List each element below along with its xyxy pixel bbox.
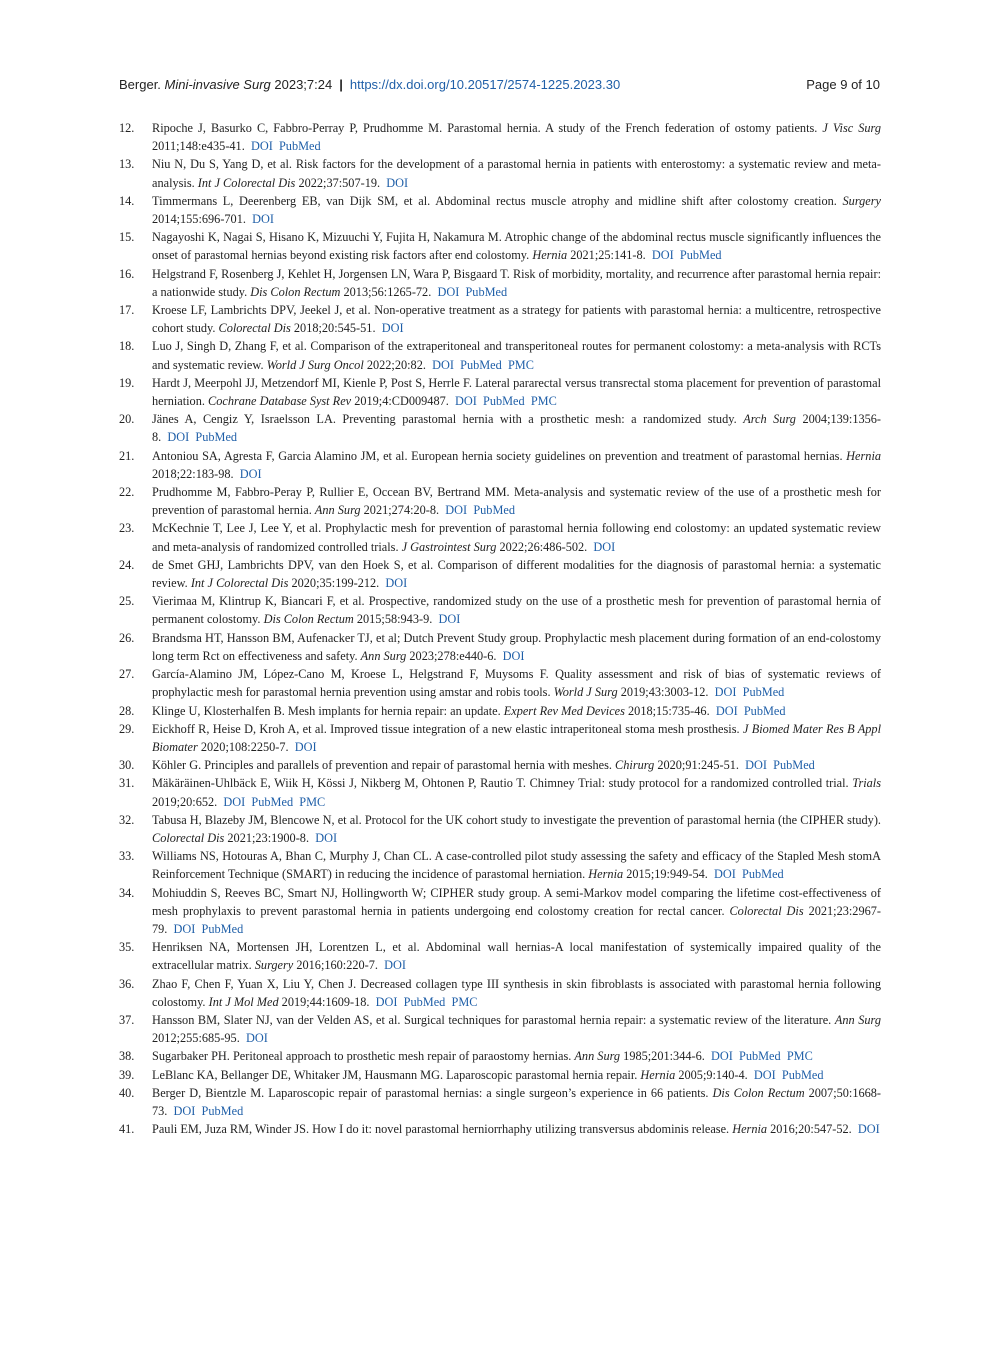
reference-text: Mäkäräinen-Uhlbäck E, Wiik H, Kössi J, Nikberg M, Ohtonen P, Rautio T. Chimney Trial: study protocol for a randomized controlled trial. xyxy=(152,776,849,791)
reference-link-doi[interactable]: DOI xyxy=(245,1031,268,1046)
reference-number: 22. xyxy=(119,485,135,500)
reference-body xyxy=(152,629,881,665)
reference-link-pmc[interactable]: PMC xyxy=(507,357,534,372)
reference-text: Zhao F, Chen F, Yuan X, Liu Y, Chen J. Decreased collagen type III synthesis in skin fibroblasts is associated with parastomal hernia following colostomy. xyxy=(152,976,881,1009)
reference-body xyxy=(152,119,881,155)
reference-number: 38. xyxy=(119,1049,135,1064)
header-author: Berger. xyxy=(119,76,161,92)
reference-item xyxy=(119,483,881,519)
header-citation-details: 2023;7:24 xyxy=(274,76,333,92)
reference-body xyxy=(152,811,881,847)
reference-body xyxy=(152,720,881,756)
reference-item xyxy=(119,774,881,810)
reference-number: 23. xyxy=(119,521,135,536)
reference-link-doi[interactable]: DOI xyxy=(745,758,767,773)
reference-link-pubmed[interactable]: PubMed xyxy=(201,1103,244,1118)
reference-link-pmc[interactable]: PMC xyxy=(299,794,326,809)
reference-journal: Arch Surg xyxy=(743,412,796,427)
reference-item xyxy=(119,811,881,847)
reference-journal: Surgery xyxy=(254,958,294,973)
reference-link-pubmed[interactable]: PubMed xyxy=(403,994,446,1009)
reference-text: Mohiuddin S, Reeves BC, Smart NJ, Hollingworth W; CIPHER study group. A semi-Markov model comparing the lifetime cost-effectiveness of mesh prophylaxis to prevent parastomal hernia in patients undergoing end colostomy creation for rectal cancer. xyxy=(152,885,881,918)
reference-journal: Ann Surg xyxy=(360,648,407,663)
reference-details: 2021;25:141-8. xyxy=(570,248,646,263)
reference-details: 2020;35:199-212. xyxy=(291,576,380,591)
reference-details: 2004;139:1356-8. xyxy=(152,412,882,445)
header-doi-link[interactable]: https://dx.doi.org/10.20517/2574-1225.2023.30 xyxy=(349,76,621,92)
reference-item xyxy=(119,1120,881,1138)
reference-text: McKechnie T, Lee J, Lee Y, et al. Prophylactic mesh for prevention of parastomal hernia following end colostomy: an updated systematic review and meta-analysis of randomized controlled trials. xyxy=(152,521,881,554)
reference-body xyxy=(152,702,881,720)
reference-number: 27. xyxy=(119,667,135,682)
reference-journal: Int J Colorectal Dis xyxy=(190,576,289,591)
reference-body xyxy=(152,192,881,228)
reference-body xyxy=(152,410,881,446)
reference-details: 2019;43:3003-12. xyxy=(620,685,709,700)
reference-body xyxy=(152,1120,881,1138)
reference-journal: Hernia xyxy=(588,867,624,882)
reference-journal: Ann Surg xyxy=(574,1049,621,1064)
reference-number: 34. xyxy=(119,885,135,900)
reference-number: 12. xyxy=(119,121,135,135)
reference-item xyxy=(119,374,881,410)
reference-text: Niu N, Du S, Yang D, et al. Risk factors for the development of a parastomal hernia in patients with enterostomy: a systematic review and meta-analysis. xyxy=(152,157,881,190)
reference-number: 37. xyxy=(119,1012,135,1027)
reference-details: 2022;20:82. xyxy=(366,357,426,372)
reference-text: Kroese LF, Lambrichts DPV, Jeekel J, et al. Non-operative treatment as a strategy for patients with parastomal hernia: a multicentre, retrospective cohort study. xyxy=(152,303,881,336)
reference-journal: Chirurg xyxy=(615,758,655,773)
reference-number: 32. xyxy=(119,812,135,827)
reference-text: Antoniou SA, Agresta F, Garcia Alamino JM, et al. European hernia society guidelines on prevention and treatment of parastomal hernias. xyxy=(152,448,843,463)
reference-link-doi[interactable]: DOI xyxy=(857,1122,880,1137)
reference-body xyxy=(152,556,881,592)
reference-text: LeBlanc KA, Bellanger DE, Whitaker JM, Hausmann MG. Laparoscopic parastomal hernia repair. xyxy=(152,1067,638,1082)
reference-number: 18. xyxy=(119,339,135,354)
reference-number: 20. xyxy=(119,412,135,427)
reference-details: 2019;4:CD009487. xyxy=(354,394,449,409)
reference-body xyxy=(152,447,881,483)
reference-number: 36. xyxy=(119,976,135,991)
reference-link-pubmed[interactable]: PubMed xyxy=(201,921,244,936)
reference-number: 17. xyxy=(119,303,135,318)
reference-details: 2021;23:1900-8. xyxy=(227,830,310,845)
reference-text: de Smet GHJ, Lambrichts DPV, van den Hoek S, et al. Comparison of different modalities for the diagnosis of parastomal hernia: a systematic review. xyxy=(152,557,881,591)
header-separator: | xyxy=(339,76,343,92)
reference-item xyxy=(119,410,881,446)
reference-body xyxy=(152,337,881,373)
reference-number: 19. xyxy=(119,375,135,390)
reference-text: Timmermans L, Deerenberg EB, van Dijk SM, et al. Abdominal rectus muscle atrophy and midline shift after colostomy creation. xyxy=(152,193,837,208)
reference-link-doi[interactable]: DOI xyxy=(445,503,468,518)
reference-text: Pauli EM, Juza RM, Winder JS. How I do it: novel parastomal herniorrhaphy utilizing transversus abdominis release. xyxy=(152,1122,730,1137)
reference-journal: Ann Surg xyxy=(834,1012,881,1027)
reference-link-pubmed[interactable]: PubMed xyxy=(781,1067,824,1082)
reference-details: 2021;23:2967-79. xyxy=(152,903,881,936)
reference-text: Ripoche J, Basurko C, Fabbro-Perray P, Prudhomme M. Parastomal hernia. A study of the French federation of ostomy patients. xyxy=(152,121,818,135)
reference-item xyxy=(119,756,881,774)
reference-item xyxy=(119,1047,881,1065)
reference-item xyxy=(119,629,881,665)
reference-link-pmc[interactable]: PMC xyxy=(530,394,557,409)
reference-journal: J Visc Surg xyxy=(822,121,882,135)
reference-link-pubmed[interactable]: PubMed xyxy=(679,248,722,263)
reference-link-doi[interactable]: DOI xyxy=(454,394,477,409)
reference-text: Sugarbaker PH. Peritoneal approach to prosthetic mesh repair of paraostomy hernias. xyxy=(152,1049,572,1064)
reference-text: García-Alamino JM, López-Cano M, Kroese L, Helgstrand F, Muysoms F. Quality assessment and risk of bias of systematic reviews of prophylactic mesh for parastomal hernia prevention using amstar and robis tools. xyxy=(152,667,881,700)
reference-item xyxy=(119,975,881,1011)
reference-number: 26. xyxy=(119,630,135,645)
reference-item xyxy=(119,337,881,373)
reference-link-doi[interactable]: DOI xyxy=(250,139,273,154)
reference-journal: Dis Colon Rectum xyxy=(263,612,354,627)
reference-link-pubmed[interactable]: PubMed xyxy=(773,758,815,773)
reference-link-pubmed[interactable]: PubMed xyxy=(465,284,508,299)
reference-link-pubmed[interactable]: PubMed xyxy=(473,503,515,518)
reference-number: 35. xyxy=(119,940,135,955)
reference-body xyxy=(152,665,881,701)
reference-journal: Hernia xyxy=(532,248,568,263)
reference-list xyxy=(119,119,881,1138)
reference-item xyxy=(119,847,881,883)
reference-text: Nagayoshi K, Nagai S, Hisano K, Mizuuchi Y, Fujita H, Nakamura M. Atrophic change of the abdominal rectus muscle significantly influences the onset of parastomal hernias beyond existing risk factors after end colostomy. xyxy=(152,230,881,263)
reference-link-pubmed[interactable]: PubMed xyxy=(278,139,321,154)
reference-details: 2020;108:2250-7. xyxy=(200,739,289,754)
reference-link-doi[interactable]: DOI xyxy=(502,648,525,663)
reference-link-pubmed[interactable]: PubMed xyxy=(251,794,294,809)
reference-details: 2018;20:545-51. xyxy=(293,321,376,336)
reference-details: 2018;15:735-46. xyxy=(628,703,710,718)
reference-text: Williams NS, Hotouras A, Bhan C, Murphy J, Chan CL. A case-controlled pilot study assessing the safety and efficacy of the Stapled Mesh stomA Reinforcement Technique (SMART) in reducing the incidence of parastomal herniation. xyxy=(152,849,881,882)
reference-details: 2007;50:1668-73. xyxy=(152,1085,882,1118)
page-number: Page 9 of 10 xyxy=(806,76,880,92)
reference-link-pubmed[interactable]: PubMed xyxy=(743,703,786,718)
reference-details: 2023;278:e440-6. xyxy=(409,648,497,663)
reference-journal: Colorectal Dis xyxy=(729,903,804,918)
reference-journal: World J Surg Oncol xyxy=(266,357,364,372)
reference-details: 2014;155:696-701. xyxy=(152,212,246,227)
reference-link-doi[interactable]: DOI xyxy=(294,739,317,754)
reference-item xyxy=(119,1084,881,1120)
reference-link-pmc[interactable]: PMC xyxy=(786,1049,813,1064)
reference-text: Tabusa H, Blazeby JM, Blencowe N, et al. Protocol for the UK cohort study to investigate the prevention of parastomal hernia (the CIPHER study). xyxy=(152,812,881,827)
reference-item xyxy=(119,119,881,155)
reference-link-doi[interactable]: DOI xyxy=(714,685,737,700)
reference-body xyxy=(152,592,881,628)
reference-number: 24. xyxy=(119,557,135,572)
reference-details: 2018;22:183-98. xyxy=(152,466,234,481)
reference-link-pubmed[interactable]: PubMed xyxy=(738,1049,781,1064)
reference-number: 25. xyxy=(119,594,135,609)
reference-number: 13. xyxy=(119,157,135,172)
reference-text: Hardt J, Meerpohl JJ, Metzendorf MI, Kienle P, Post S, Herrle F. Lateral pararectal versus transrectal stoma placement for prevention of parastomal herniation. xyxy=(152,375,881,409)
reference-body xyxy=(152,1066,881,1084)
reference-link-doi[interactable]: DOI xyxy=(239,466,262,481)
reference-link-pubmed[interactable]: PubMed xyxy=(195,430,238,445)
reference-journal: J Biomed Mater Res B Appl Biomater xyxy=(152,721,882,754)
reference-journal: World J Surg xyxy=(553,685,618,700)
reference-link-pmc[interactable]: PMC xyxy=(451,994,478,1009)
reference-link-doi[interactable]: DOI xyxy=(167,430,190,445)
reference-body xyxy=(152,155,881,191)
reference-journal: Colorectal Dis xyxy=(218,321,291,336)
reference-text: Eickhoff R, Heise D, Kroh A, et al. Improved tissue integration of a new elastic intraperitoneal stoma mesh prosthesis. xyxy=(152,721,740,736)
reference-link-doi[interactable]: DOI xyxy=(223,794,246,809)
reference-link-doi[interactable]: DOI xyxy=(432,357,454,372)
reference-link-doi[interactable]: DOI xyxy=(715,703,738,718)
reference-details: 2021;274:20-8. xyxy=(363,503,440,518)
reference-body xyxy=(152,1084,881,1120)
reference-text: Köhler G. Principles and parallels of prevention and repair of parastomal hernia with meshes. xyxy=(152,758,612,773)
reference-text: Jänes A, Cengiz Y, Israelsson LA. Preventing parastomal hernia with a prosthetic mesh: a randomized study. xyxy=(152,412,737,427)
reference-link-doi[interactable]: DOI xyxy=(437,284,460,299)
reference-journal: Expert Rev Med Devices xyxy=(503,703,625,718)
reference-link-doi[interactable]: DOI xyxy=(714,867,736,882)
reference-text: Prudhomme M, Fabbro-Peray P, Rullier E, Occean BV, Bertrand MM. Meta-analysis and systematic review of the use of a prosthetic mesh for prevention of parastomal hernia. xyxy=(152,485,881,518)
reference-body xyxy=(152,265,881,301)
reference-journal: Trials xyxy=(852,776,881,791)
reference-body xyxy=(152,1011,881,1047)
reference-number: 30. xyxy=(119,758,135,773)
reference-details: 2019;20:652. xyxy=(152,794,218,809)
reference-text: Brandsma HT, Hansson BM, Aufenacker TJ, et al; Dutch Prevent Study group. Prophylactic mesh placement during formation of an end-colostomy long term Rct on effectiveness and safety. xyxy=(152,630,881,663)
reference-number: 16. xyxy=(119,266,135,281)
reference-details: 2016;160:220-7. xyxy=(296,958,378,973)
reference-body xyxy=(152,519,881,555)
reference-body xyxy=(152,756,881,774)
reference-journal: Int J Colorectal Dis xyxy=(197,175,296,190)
reference-link-doi[interactable]: DOI xyxy=(593,539,616,554)
reference-link-doi[interactable]: DOI xyxy=(651,248,674,263)
reference-body xyxy=(152,938,881,974)
reference-text: Luo J, Singh D, Zhang F, et al. Comparison of the extraperitoneal and transperitoneal routes for permanent colostomy: a meta-analysis with RCTs and systematic review. xyxy=(152,339,881,372)
reference-item xyxy=(119,665,881,701)
reference-text: Helgstrand F, Rosenberg J, Kehlet H, Jorgensen LN, Wara P, Bisgaard T. Risk of morbidity, mortality, and recurrence after parastomal hernia repair: a nationwide study. xyxy=(152,266,881,299)
reference-link-doi[interactable]: DOI xyxy=(315,830,338,845)
reference-item xyxy=(119,192,881,228)
reference-item xyxy=(119,447,881,483)
reference-number: 28. xyxy=(119,703,135,718)
reference-details: 2005;9:140-4. xyxy=(678,1067,748,1082)
reference-text: Klinge U, Klosterhalfen B. Mesh implants for hernia repair: an update. xyxy=(152,703,501,718)
reference-item xyxy=(119,519,881,555)
reference-details: 2020;91:245-51. xyxy=(657,758,739,773)
reference-link-pubmed[interactable]: PubMed xyxy=(742,685,785,700)
reference-number: 40. xyxy=(119,1085,135,1100)
reference-link-doi[interactable]: DOI xyxy=(385,576,408,591)
reference-item xyxy=(119,720,881,756)
reference-text: Henriksen NA, Mortensen JH, Lorentzen L, et al. Abdominal wall hernias-A local manifestation of systemically impaired quality of the extracellular matrix. xyxy=(152,940,881,973)
reference-link-pubmed[interactable]: PubMed xyxy=(460,357,502,372)
page-header xyxy=(119,75,880,93)
header-citation xyxy=(119,77,620,92)
reference-link-doi[interactable]: DOI xyxy=(381,321,404,336)
reference-journal: Colorectal Dis xyxy=(152,830,225,845)
reference-number: 21. xyxy=(119,448,135,463)
reference-details: 2019;44:1609-18. xyxy=(281,994,370,1009)
reference-journal: Ann Surg xyxy=(314,503,361,518)
reference-details: 2022;26:486-502. xyxy=(499,539,588,554)
reference-item xyxy=(119,938,881,974)
reference-details: 2015;19:949-54. xyxy=(626,867,708,882)
reference-body xyxy=(152,374,881,410)
reference-item xyxy=(119,884,881,939)
reference-link-doi[interactable]: DOI xyxy=(753,1067,776,1082)
reference-number: 14. xyxy=(119,193,135,208)
reference-number: 29. xyxy=(119,721,135,736)
reference-journal: Dis Colon Rectum xyxy=(712,1085,805,1100)
reference-details: 2022;37:507-19. xyxy=(298,175,381,190)
reference-link-doi[interactable]: DOI xyxy=(173,921,196,936)
reference-details: 2013;56:1265-72. xyxy=(343,284,432,299)
reference-journal: J Gastrointest Surg xyxy=(401,539,497,554)
reference-link-doi[interactable]: DOI xyxy=(384,958,406,973)
reference-text: Berger D, Bientzle M. Laparoscopic repair of parastomal hernias: a single surgeon’s experience in 66 patients. xyxy=(152,1085,709,1100)
reference-details: 2011;148:e435-41. xyxy=(152,139,245,154)
reference-item xyxy=(119,1066,881,1084)
reference-link-doi[interactable]: DOI xyxy=(375,994,398,1009)
reference-link-doi[interactable]: DOI xyxy=(252,212,274,227)
reference-number: 39. xyxy=(119,1067,135,1082)
reference-link-doi[interactable]: DOI xyxy=(386,175,409,190)
reference-body xyxy=(152,774,881,810)
header-journal: Mini-invasive Surg xyxy=(164,76,271,92)
reference-item xyxy=(119,228,881,264)
reference-body xyxy=(152,1047,881,1065)
reference-body xyxy=(152,884,881,939)
reference-link-doi[interactable]: DOI xyxy=(710,1049,733,1064)
reference-item xyxy=(119,592,881,628)
reference-details: 2016;20:547-52. xyxy=(770,1122,852,1137)
reference-link-pubmed[interactable]: PubMed xyxy=(482,394,525,409)
reference-journal: Hernia xyxy=(732,1122,768,1137)
reference-number: 31. xyxy=(119,776,135,791)
reference-text: Vierimaa M, Klintrup K, Biancari F, et al. Prospective, randomized study on the use of a prosthetic mesh for prevention of parastomal hernia of permanent colostomy. xyxy=(152,594,881,627)
reference-link-doi[interactable]: DOI xyxy=(438,612,461,627)
reference-item xyxy=(119,702,881,720)
reference-link-pubmed[interactable]: PubMed xyxy=(742,867,784,882)
reference-body xyxy=(152,301,881,337)
reference-item xyxy=(119,265,881,301)
reference-details: 2012;255:685-95. xyxy=(152,1031,240,1046)
reference-text: Hansson BM, Slater NJ, van der Velden AS, et al. Surgical techniques for parastomal hernia repair: a systematic review of the literature. xyxy=(152,1012,832,1027)
reference-body xyxy=(152,975,881,1011)
reference-body xyxy=(152,483,881,519)
reference-journal: Cochrane Database Syst Rev xyxy=(208,394,352,409)
reference-body xyxy=(152,847,881,883)
reference-number: 15. xyxy=(119,230,135,245)
reference-journal: Hernia xyxy=(846,448,882,463)
reference-item xyxy=(119,155,881,191)
reference-journal: Surgery xyxy=(842,193,882,208)
reference-number: 41. xyxy=(119,1122,135,1137)
reference-item xyxy=(119,1011,881,1047)
reference-number: 33. xyxy=(119,849,135,864)
reference-journal: Int J Mol Med xyxy=(208,994,279,1009)
reference-link-doi[interactable]: DOI xyxy=(173,1103,196,1118)
reference-journal: Dis Colon Rectum xyxy=(250,284,341,299)
reference-item xyxy=(119,556,881,592)
reference-details: 2015;58:943-9. xyxy=(356,612,433,627)
reference-item xyxy=(119,301,881,337)
reference-journal: Hernia xyxy=(640,1067,676,1082)
reference-details: 1985;201:344-6. xyxy=(623,1049,705,1064)
reference-body xyxy=(152,228,881,264)
